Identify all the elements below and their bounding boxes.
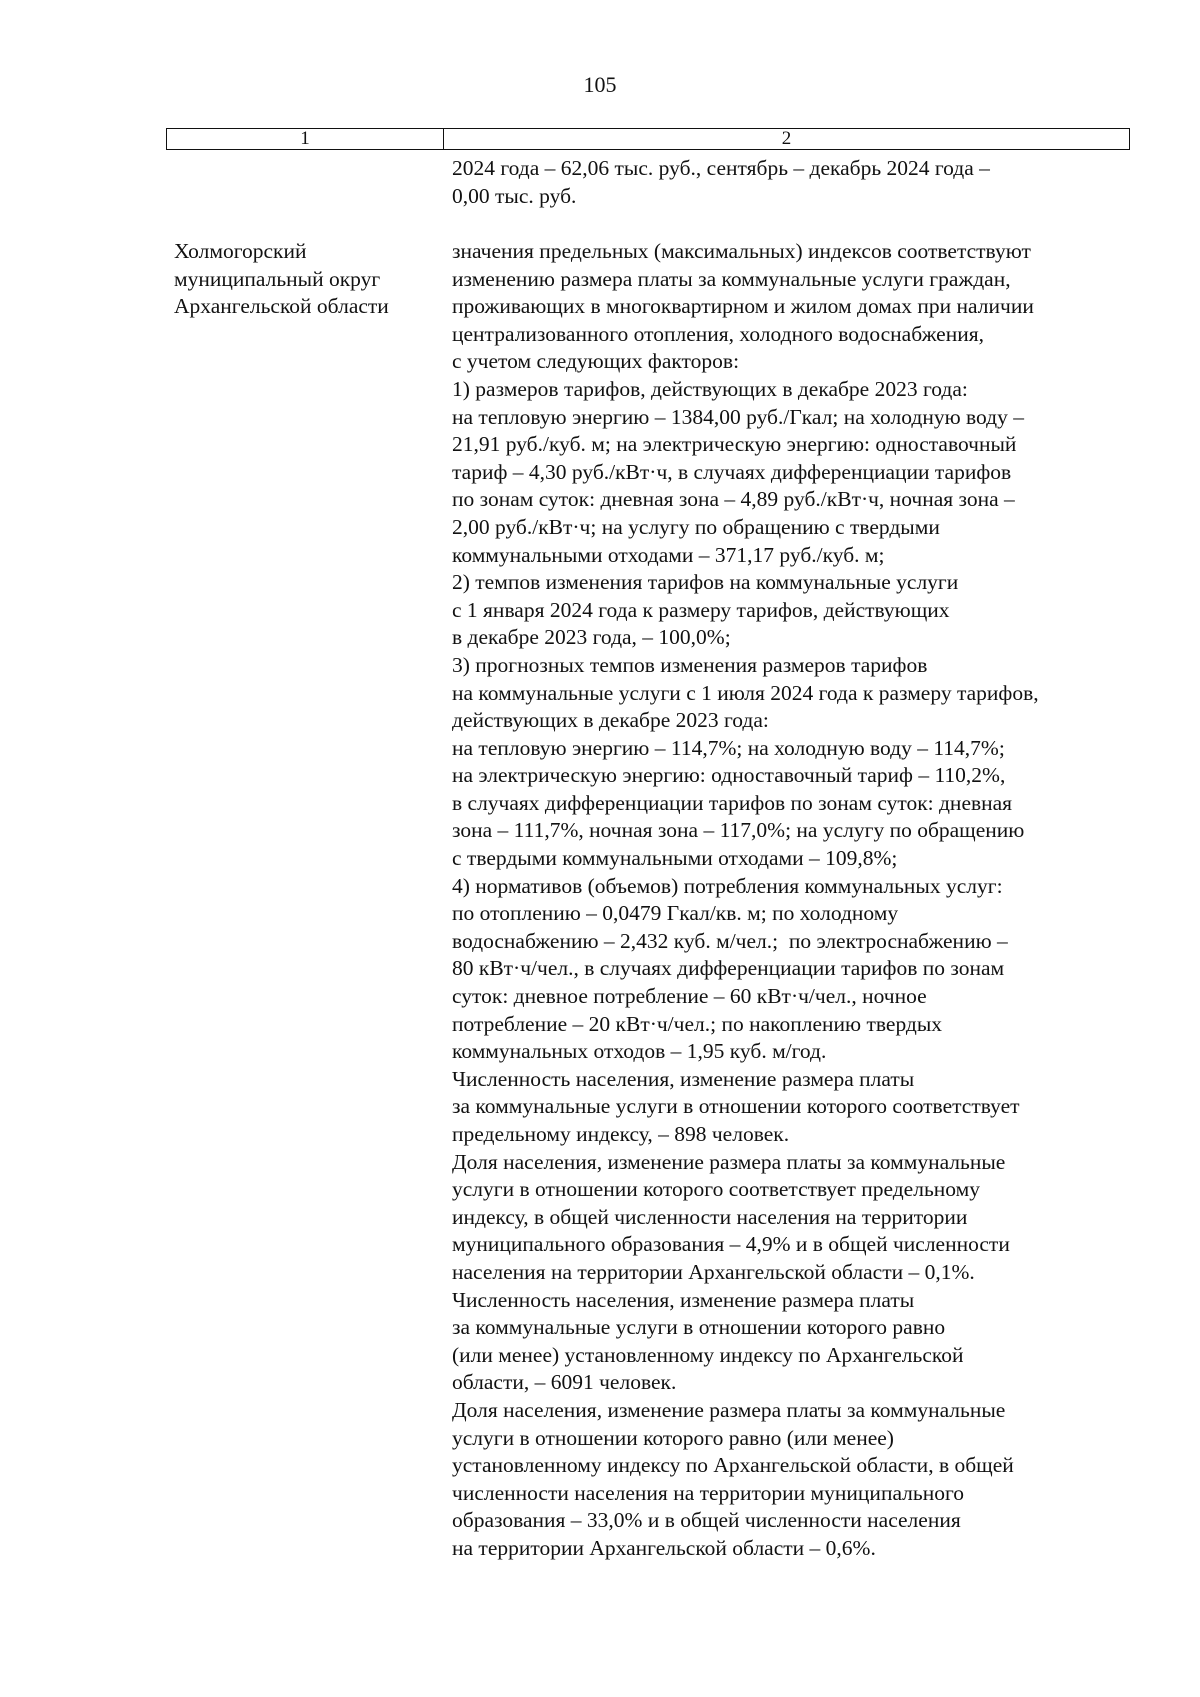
table-header-col-1: 1: [167, 129, 444, 149]
text-line: Численность населения, изменение размера платы: [452, 1287, 915, 1312]
district-line: Холмогорский: [174, 239, 307, 263]
text-line: по отоплению – 0,0479 Гкал/кв. м; по холодному: [452, 901, 899, 926]
text-line: населения на территории Архангельской области – 0,1%.: [452, 1259, 975, 1284]
text-line: 4) нормативов (объемов) потребления коммунальных услуг:: [452, 873, 1003, 898]
text-line: с 1 января 2024 года к размеру тарифов, действующих: [452, 597, 950, 622]
text-line: Доля населения, изменение размера платы за коммунальные: [452, 1149, 1006, 1174]
text-line: (или менее) установленному индексу по Архангельской: [452, 1342, 964, 1367]
text-line: по зонам суток: дневная зона – 4,89 руб./кВт·ч, ночная зона –: [452, 487, 1015, 512]
text-line: услуги в отношении которого равно (или менее): [452, 1425, 894, 1450]
district-line: Архангельской области: [174, 294, 389, 319]
text-line: услуги в отношении которого соответствует предельному: [452, 1177, 980, 1202]
district-name: [174, 238, 436, 321]
text-line: на электрическую энергию: одноставочный тариф – 110,2%,: [452, 763, 1006, 788]
text-line: значения предельных (максимальных) индексов соответствуют: [452, 239, 1031, 263]
text-line: коммунальных отходов – 1,95 куб. м/год.: [452, 1039, 827, 1064]
district-description: [452, 238, 1142, 1563]
text-line: 0,00 тыс. руб.: [452, 183, 577, 208]
text-line: 3) прогнозных темпов изменения размеров тарифов: [452, 652, 928, 677]
table-header-row: [166, 128, 1130, 150]
text-line: установленному индексу по Архангельской области, в общей: [452, 1453, 1014, 1478]
text-line: на коммунальные услуги с 1 июля 2024 года к размеру тарифов,: [452, 680, 1039, 705]
text-line: численности населения на территории муниципального: [452, 1480, 965, 1505]
text-line: Доля населения, изменение размера платы за коммунальные: [452, 1397, 1006, 1422]
text-line: за коммунальные услуги в отношении которого соответствует: [452, 1094, 1020, 1119]
text-line: 21,91 руб./куб. м; на электрическую энергию: одноставочный: [452, 432, 1017, 457]
page-number: 105: [583, 72, 617, 97]
text-line: зона – 111,7%, ночная зона – 117,0%; на услугу по обращению: [452, 818, 1025, 843]
continuation-text: [452, 155, 1142, 210]
text-line: проживающих в многоквартирном и жилом домах при наличии: [452, 294, 1034, 319]
text-line: Численность населения, изменение размера платы: [452, 1066, 915, 1091]
text-line: на тепловую энергию – 1384,00 руб./Гкал; на холодную воду –: [452, 404, 1024, 429]
text-line: 1) размеров тарифов, действующих в декабре 2023 года:: [452, 376, 968, 401]
text-line: за коммунальные услуги в отношении которого равно: [452, 1315, 946, 1340]
text-line: 2) темпов изменения тарифов на коммунальные услуги: [452, 570, 959, 595]
text-line: предельному индексу, – 898 человек.: [452, 1122, 790, 1146]
text-line: в декабре 2023 года, – 100,0%;: [452, 625, 731, 650]
text-line: на тепловую энергию – 114,7%; на холодную воду – 114,7%;: [452, 735, 1005, 760]
text-line: 2024 года – 62,06 тыс. руб., сентябрь – декабрь 2024 года –: [452, 156, 990, 180]
text-line: действующих в декабре 2023 года:: [452, 708, 769, 733]
text-line: потребление – 20 кВт·ч/чел.; по накоплению твердых: [452, 1011, 943, 1036]
text-line: на территории Архангельской области – 0,6%.: [452, 1535, 876, 1560]
text-line: суток: дневное потребление – 60 кВт·ч/чел., ночное: [452, 984, 927, 1009]
text-line: коммунальными отходами – 371,17 руб./куб. м;: [452, 542, 885, 567]
text-line: образования – 33,0% и в общей численности населения: [452, 1508, 961, 1533]
text-line: водоснабжению – 2,432 куб. м/чел.; по электроснабжению –: [452, 928, 1008, 953]
table-header-col-2: 2: [781, 128, 792, 149]
text-line: с учетом следующих факторов:: [452, 349, 740, 374]
text-line: тариф – 4,30 руб./кВт·ч, в случаях дифференциации тарифов: [452, 459, 1012, 484]
text-line: индексу, в общей численности населения на территории: [452, 1204, 968, 1229]
text-line: муниципального образования – 4,9% и в общей численности: [452, 1232, 1010, 1257]
text-line: централизованного отопления, холодного водоснабжения,: [452, 321, 984, 346]
text-line: изменению размера платы за коммунальные услуги граждан,: [452, 266, 1011, 291]
text-line: области, – 6091 человек.: [452, 1370, 677, 1395]
text-line: с твердыми коммунальными отходами – 109,8%;: [452, 846, 898, 871]
district-line: муниципальный округ: [174, 266, 381, 291]
text-line: 80 кВт·ч/чел., в случаях дифференциации тарифов по зонам: [452, 956, 1005, 981]
text-line: в случаях дифференциации тарифов по зонам суток: дневная: [452, 790, 1013, 815]
text-line: 2,00 руб./кВт·ч; на услугу по обращению с твердыми: [452, 514, 940, 539]
